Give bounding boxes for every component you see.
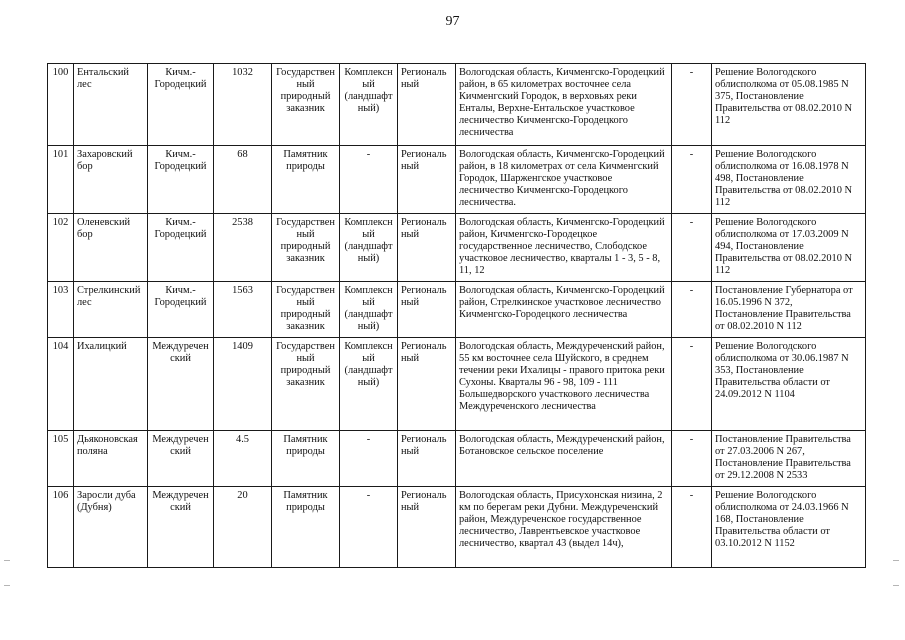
cell-district: Кичм.-Городецкий xyxy=(148,214,214,282)
cell-category: Памятник природы xyxy=(272,146,340,214)
cell-profile: - xyxy=(340,431,398,487)
cell-area-hectares: 1032 xyxy=(214,64,272,146)
cell-buffer-zone: - xyxy=(672,431,712,487)
cell-location: Вологодская область, Междуреченский район, Ботановское сельское поселение xyxy=(456,431,672,487)
cell-area-hectares: 1563 xyxy=(214,282,272,338)
cell-significance: Региональный xyxy=(398,282,456,338)
cell-legal-basis: Решение Вологодского облисполкома от 24.03.1966 N 168, Постановление Правительства области от 03.10.2012 N 1152 xyxy=(712,487,866,568)
cell-area-hectares: 20 xyxy=(214,487,272,568)
cell-profile: - xyxy=(340,487,398,568)
cell-buffer-zone: - xyxy=(672,214,712,282)
cell-row-number: 105 xyxy=(48,431,74,487)
cell-area-name: Заросли дуба (Дубня) xyxy=(74,487,148,568)
scan-edge-mark xyxy=(893,585,899,586)
cell-location: Вологодская область, Присухонская низина, 2 км по берегам реки Дубни. Междуреченский район, Междуреченское государственное лесничество, Лаврентьевское участковое лесничество, квартал 43 (выдел 14ч), xyxy=(456,487,672,568)
cell-row-number: 104 xyxy=(48,338,74,431)
cell-district: Кичм.-Городецкий xyxy=(148,64,214,146)
page-number: 97 xyxy=(445,14,460,29)
cell-profile: Комплексный (ландшафтный) xyxy=(340,282,398,338)
cell-district: Кичм.-Городецкий xyxy=(148,282,214,338)
cell-district: Междуреченский xyxy=(148,487,214,568)
cell-buffer-zone: - xyxy=(672,64,712,146)
cell-area-hectares: 1409 xyxy=(214,338,272,431)
cell-significance: Региональный xyxy=(398,487,456,568)
cell-location: Вологодская область, Междуреченский район, 55 км восточнее села Шуйского, в среднем течении реки Ихалицы - правого притока реки Сухоны. Кварталы 96 - 98, 109 - 111 Большедворского участкового лесничества Междуреченского лесничества xyxy=(456,338,672,431)
cell-legal-basis: Решение Вологодского облисполкома от 17.03.2009 N 494, Постановление Правительства от 08.02.2010 N 112 xyxy=(712,214,866,282)
cell-profile: Комплексный (ландшафтный) xyxy=(340,338,398,431)
cell-row-number: 101 xyxy=(48,146,74,214)
cell-buffer-zone: - xyxy=(672,338,712,431)
cell-area-name: Стрелкинский лес xyxy=(74,282,148,338)
cell-legal-basis: Постановление Губернатора от 16.05.1996 N 372, Постановление Правительства от 08.02.2010 N 112 xyxy=(712,282,866,338)
table-row xyxy=(48,338,866,431)
table-row xyxy=(48,146,866,214)
cell-profile: Комплексный (ландшафтный) xyxy=(340,64,398,146)
cell-row-number: 103 xyxy=(48,282,74,338)
cell-category: Государственный природный заказник xyxy=(272,64,340,146)
cell-district: Междуреченский xyxy=(148,338,214,431)
cell-location: Вологодская область, Кичменгско-Городецкий район, в 65 километрах восточнее села Кичменгский Городок, в верховьях реки Енталы, Верхне-Ентальское участковое лесничество Кичменгско-Городецкого лесничества xyxy=(456,64,672,146)
cell-area-hectares: 68 xyxy=(214,146,272,214)
cell-area-name: Оленевский бор xyxy=(74,214,148,282)
cell-area-hectares: 4.5 xyxy=(214,431,272,487)
cell-buffer-zone: - xyxy=(672,146,712,214)
cell-significance: Региональный xyxy=(398,64,456,146)
cell-area-name: Ентальский лес xyxy=(74,64,148,146)
table-body xyxy=(48,64,866,568)
cell-category: Памятник природы xyxy=(272,487,340,568)
scan-edge-mark xyxy=(4,560,10,561)
cell-row-number: 102 xyxy=(48,214,74,282)
cell-location: Вологодская область, Кичменгско-Городецкий район, Стрелкинское участковое лесничество Кичменгско-Городецкого лесничества xyxy=(456,282,672,338)
cell-location: Вологодская область, Кичменгско-Городецкий район, в 18 километрах от села Кичменгский Городок, Шарженгское участковое лесничество Кичменгско-Городецкого лесничества. xyxy=(456,146,672,214)
scan-edge-mark xyxy=(893,560,899,561)
cell-significance: Региональный xyxy=(398,146,456,214)
cell-legal-basis: Решение Вологодского облисполкома от 30.06.1987 N 353, Постановление Правительства области от 24.09.2012 N 1104 xyxy=(712,338,866,431)
cell-area-hectares: 2538 xyxy=(214,214,272,282)
cell-buffer-zone: - xyxy=(672,282,712,338)
cell-significance: Региональный xyxy=(398,431,456,487)
cell-district: Междуреченский xyxy=(148,431,214,487)
scan-edge-mark xyxy=(4,585,10,586)
cell-row-number: 100 xyxy=(48,64,74,146)
table-row xyxy=(48,431,866,487)
cell-category: Государственный природный заказник xyxy=(272,214,340,282)
cell-profile: Комплексный (ландшафтный) xyxy=(340,214,398,282)
table-row xyxy=(48,282,866,338)
cell-category: Памятник природы xyxy=(272,431,340,487)
cell-location: Вологодская область, Кичменгско-Городецкий район, Кичменгско-Городецкое государственное лесничество, Слободское участковое лесничество, кварталы 1 - 3, 5 - 8, 11, 12 xyxy=(456,214,672,282)
cell-legal-basis: Решение Вологодского облисполкома от 05.08.1985 N 375, Постановление Правительства от 08.02.2010 N 112 xyxy=(712,64,866,146)
cell-profile: - xyxy=(340,146,398,214)
cell-legal-basis: Постановление Правительства от 27.03.2006 N 267, Постановление Правительства от 29.12.2008 N 2533 xyxy=(712,431,866,487)
cell-area-name: Захаровский бор xyxy=(74,146,148,214)
cell-significance: Региональный xyxy=(398,214,456,282)
cell-area-name: Ихалицкий xyxy=(74,338,148,431)
cell-category: Государственный природный заказник xyxy=(272,282,340,338)
protected-areas-table xyxy=(47,63,866,568)
table-row xyxy=(48,487,866,568)
cell-legal-basis: Решение Вологодского облисполкома от 16.08.1978 N 498, Постановление Правительства от 08.02.2010 N 112 xyxy=(712,146,866,214)
table-row xyxy=(48,64,866,146)
cell-area-name: Дьяконовская поляна xyxy=(74,431,148,487)
cell-buffer-zone: - xyxy=(672,487,712,568)
table-row xyxy=(48,214,866,282)
cell-significance: Региональный xyxy=(398,338,456,431)
cell-district: Кичм.-Городецкий xyxy=(148,146,214,214)
cell-row-number: 106 xyxy=(48,487,74,568)
cell-category: Государственный природный заказник xyxy=(272,338,340,431)
